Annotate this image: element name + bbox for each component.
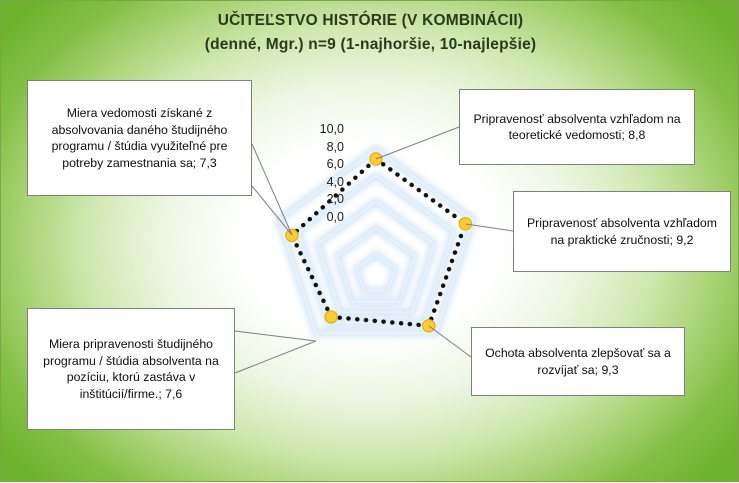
callout-ochota-zlepsovat: Ochota absolventa zlepšovať sa a rozvíjať sa; 9,3 <box>471 327 685 396</box>
axis-tick-6: 6,0 <box>326 157 344 171</box>
chart-title-line1: UČITEĽSTVO HISTÓRIE (V KOMBINÁCII) <box>217 12 524 29</box>
callout-vedomosti-ziskane: Miera vedomosti získané z absolvovania daného študijného programu / štúdia využiteľné pre potreby zamestnania sa; 7,3 <box>27 80 252 196</box>
radar-axis-tick-labels <box>290 121 344 226</box>
axis-tick-2: 2,0 <box>326 192 344 206</box>
chart-title-line2: (denné, Mgr.) n=9 (1-najhoršie, 10-najlepšie) <box>204 36 537 53</box>
axis-tick-4: 4,0 <box>326 174 344 189</box>
callout-prakticke-zrucnosti: Pripravenosť absolventa vzhľadom na praktické zručnosti; 9,2 <box>513 191 731 272</box>
chart-title <box>1 9 739 57</box>
axis-tick-10: 10,0 <box>319 122 344 136</box>
axis-tick-8: 8,0 <box>326 139 344 154</box>
callout-pripravenost-programu: Miera pripravenosti študijného programu / štúdia absolventa na pozíciu, ktorú zastáva v inštitúcií/firme.; 7,6 <box>27 308 235 430</box>
callout-teoreticke-vedomosti: Pripravenosť absolventa vzhľadom na teoretické vedomosti; 8,8 <box>459 89 695 165</box>
axis-tick-0: 0,0 <box>326 209 344 224</box>
